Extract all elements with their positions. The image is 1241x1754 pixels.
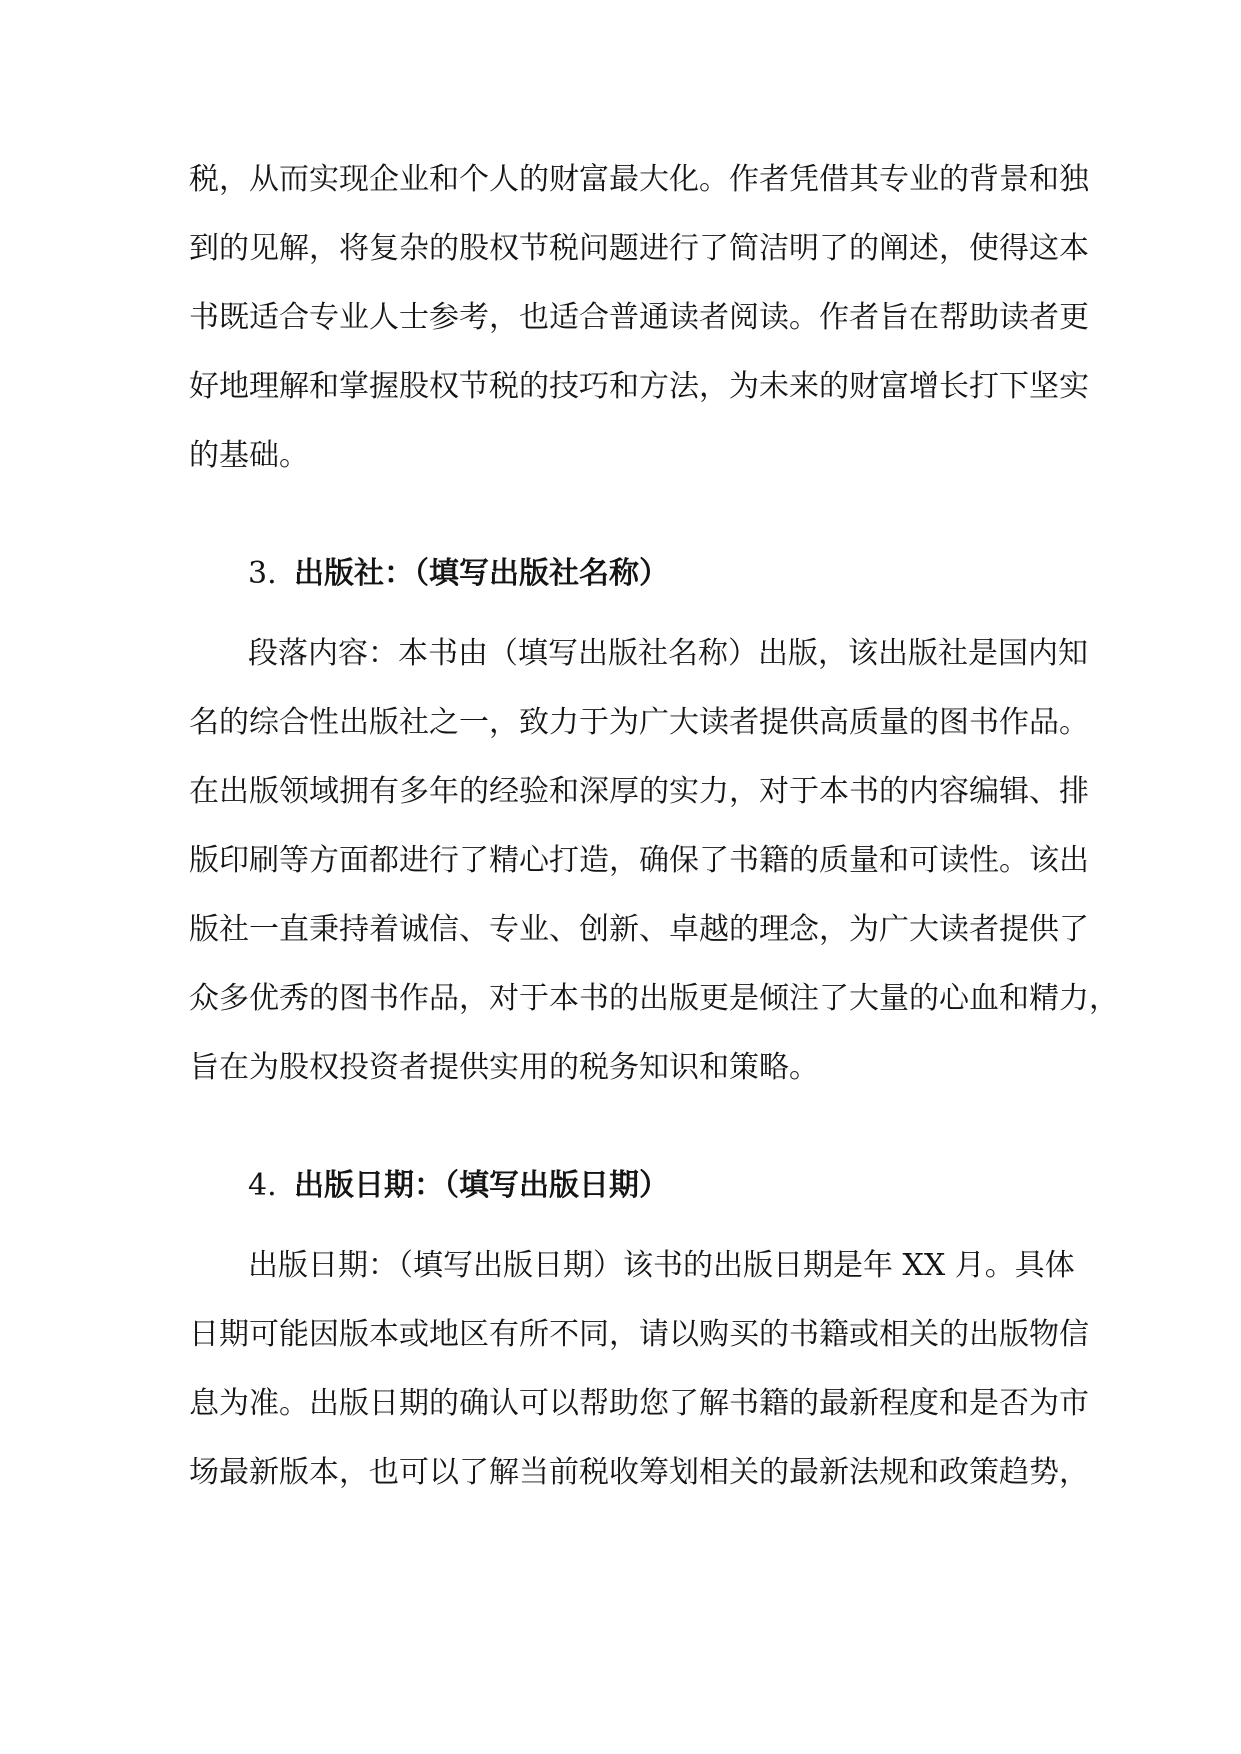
section-title: 出版日期：（填写出版日期） bbox=[294, 1168, 669, 1203]
spacer bbox=[189, 1102, 1054, 1151]
paragraph-line: 版印刷等方面都进行了精心打造，确保了书籍的质量和可读性。该出 bbox=[189, 843, 1089, 878]
paragraph-line: 名的综合性出版社之一，致力于为广大读者提供高质量的图书作品。 bbox=[189, 705, 1089, 740]
section-heading-publication-date bbox=[189, 1151, 1054, 1220]
intro-paragraph bbox=[189, 145, 1089, 490]
section-number: 4. bbox=[248, 1168, 277, 1203]
publication-date-paragraph bbox=[189, 1231, 1089, 1507]
paragraph-line: 场最新版本，也可以了解当前税收筹划相关的最新法规和政策趋势， bbox=[189, 1455, 1089, 1490]
document-body bbox=[189, 145, 1119, 1507]
section-number: 3. bbox=[248, 556, 277, 591]
spacer bbox=[189, 490, 1054, 539]
section-title: 出版社：（填写出版社名称） bbox=[294, 556, 669, 591]
paragraph-line: 的基础。 bbox=[189, 438, 309, 473]
paragraph-line: 段落内容：本书由（填写出版社名称）出版，该出版社是国内知 bbox=[248, 636, 1088, 671]
publisher-paragraph bbox=[189, 619, 1119, 1102]
paragraph-line: 到的见解，将复杂的股权节税问题进行了简洁明了的阐述，使得这本 bbox=[189, 231, 1089, 266]
paragraph-line: 版社一直秉持着诚信、专业、创新、卓越的理念，为广大读者提供了 bbox=[189, 912, 1089, 947]
spacer bbox=[189, 608, 1054, 619]
paragraph-line: 书既适合专业人士参考，也适合普通读者阅读。作者旨在帮助读者更 bbox=[189, 300, 1089, 335]
paragraph-line: 旨在为股权投资者提供实用的税务知识和策略。 bbox=[189, 1050, 819, 1085]
paragraph-line: 息为准。出版日期的确认可以帮助您了解书籍的最新程度和是否为市 bbox=[189, 1386, 1089, 1421]
paragraph-line: 出版日期：（填写出版日期）该书的出版日期是年 XX 月。具体 bbox=[248, 1248, 1075, 1283]
paragraph-line: 在出版领域拥有多年的经验和深厚的实力，对于本书的内容编辑、排 bbox=[189, 774, 1089, 809]
paragraph-line: 好地理解和掌握股权节税的技巧和方法，为未来的财富增长打下坚实 bbox=[189, 369, 1089, 404]
spacer bbox=[189, 1220, 1054, 1231]
paragraph-line: 日期可能因版本或地区有所不同，请以购买的书籍或相关的出版物信 bbox=[189, 1317, 1089, 1352]
section-heading-publisher bbox=[189, 539, 1054, 608]
paragraph-line: 税，从而实现企业和个人的财富最大化。作者凭借其专业的背景和独 bbox=[189, 162, 1089, 197]
paragraph-line: 众多优秀的图书作品，对于本书的出版更是倾注了大量的心血和精力， bbox=[189, 981, 1119, 1016]
